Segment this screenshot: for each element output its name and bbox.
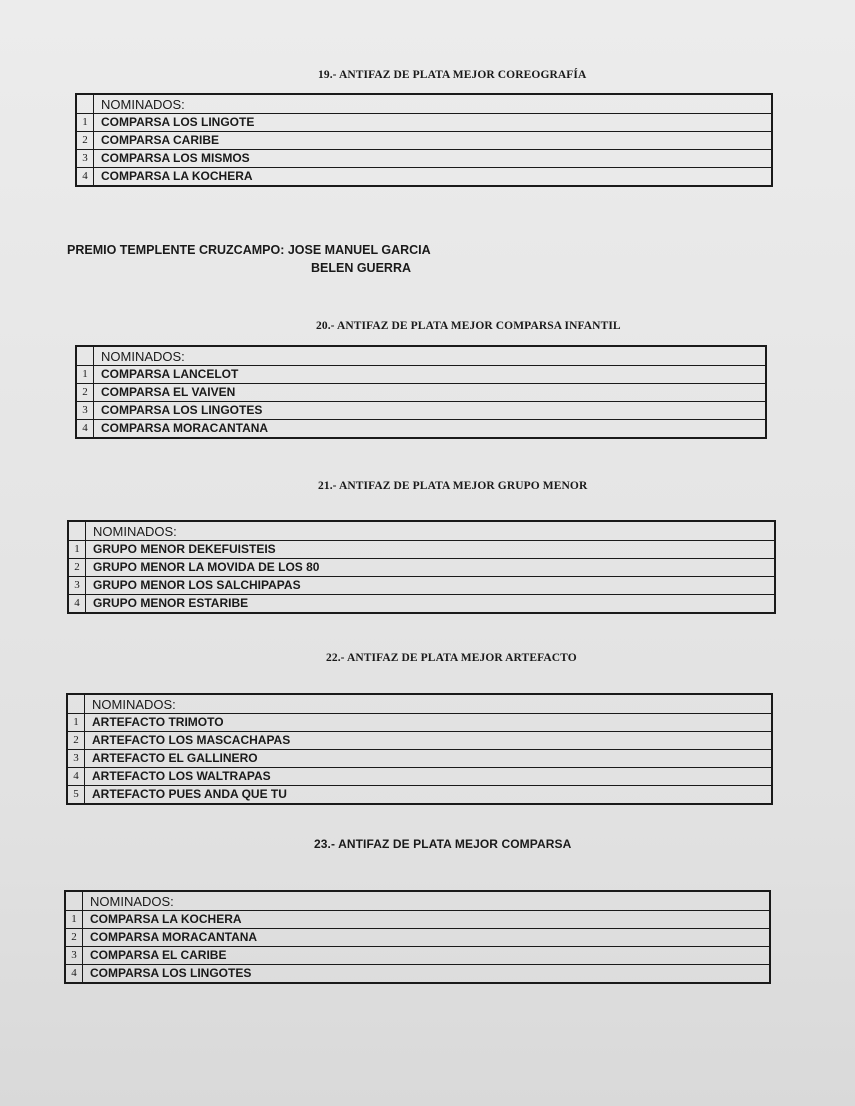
table-row xyxy=(68,595,775,614)
section-20-title: 20.- ANTIFAZ DE PLATA MEJOR COMPARSA INFANTIL xyxy=(316,320,621,332)
table-header-row xyxy=(67,694,772,714)
prize-label: PREMIO TEMPLENTE CRUZCAMPO: JOSE MANUEL GARCIA xyxy=(67,243,431,257)
row-number: 4 xyxy=(76,168,94,187)
table-row xyxy=(65,947,770,965)
table-row xyxy=(76,402,766,420)
table-row xyxy=(76,132,772,150)
header-num-cell xyxy=(76,94,94,114)
section-23-title: 23.- ANTIFAZ DE PLATA MEJOR COMPARSA xyxy=(314,837,572,851)
table-row xyxy=(68,577,775,595)
nominee-name: ARTEFACTO PUES ANDA QUE TU xyxy=(85,786,773,805)
row-number: 2 xyxy=(76,132,94,150)
table-row xyxy=(76,420,766,439)
nominees-header: NOMINADOS: xyxy=(85,694,773,714)
table-row xyxy=(67,732,772,750)
nominees-header: NOMINADOS: xyxy=(83,891,771,911)
table-row xyxy=(68,541,775,559)
nominee-name: COMPARSA LOS LINGOTES xyxy=(94,402,767,420)
table-row xyxy=(76,114,772,132)
nominee-name: ARTEFACTO LOS WALTRAPAS xyxy=(85,768,773,786)
row-number: 3 xyxy=(68,577,86,595)
nominees-header: NOMINADOS: xyxy=(94,94,773,114)
table-header-row xyxy=(76,94,772,114)
nominee-name: GRUPO MENOR DEKEFUISTEIS xyxy=(86,541,776,559)
row-number: 1 xyxy=(67,714,85,732)
nominee-name: COMPARSA LOS LINGOTES xyxy=(83,965,771,984)
row-number: 4 xyxy=(68,595,86,614)
nominee-name: COMPARSA LOS LINGOTE xyxy=(94,114,773,132)
nominee-name: COMPARSA LANCELOT xyxy=(94,366,767,384)
table-row xyxy=(67,786,772,805)
nominee-name: GRUPO MENOR LA MOVIDA DE LOS 80 xyxy=(86,559,776,577)
row-number: 1 xyxy=(76,114,94,132)
nominee-name: GRUPO MENOR LOS SALCHIPAPAS xyxy=(86,577,776,595)
row-number: 1 xyxy=(68,541,86,559)
nominees-table-20 xyxy=(75,345,767,439)
table-header-row xyxy=(65,891,770,911)
nominee-name: ARTEFACTO EL GALLINERO xyxy=(85,750,773,768)
nominee-name: COMPARSA MORACANTANA xyxy=(83,929,771,947)
header-num-cell xyxy=(65,891,83,911)
nominee-name: COMPARSA EL CARIBE xyxy=(83,947,771,965)
row-number: 4 xyxy=(67,768,85,786)
row-number: 3 xyxy=(65,947,83,965)
header-num-cell xyxy=(68,521,86,541)
section-21-title: 21.- ANTIFAZ DE PLATA MEJOR GRUPO MENOR xyxy=(318,480,588,492)
nominee-name: COMPARSA EL VAIVEN xyxy=(94,384,767,402)
table-row xyxy=(65,929,770,947)
header-num-cell xyxy=(76,346,94,366)
nominees-header: NOMINADOS: xyxy=(94,346,767,366)
row-number: 4 xyxy=(65,965,83,984)
nominee-name: COMPARSA LA KOCHERA xyxy=(83,911,771,929)
row-number: 1 xyxy=(76,366,94,384)
nominee-name: ARTEFACTO LOS MASCACHAPAS xyxy=(85,732,773,750)
section-22-title: 22.- ANTIFAZ DE PLATA MEJOR ARTEFACTO xyxy=(326,652,577,664)
table-row xyxy=(67,768,772,786)
table-header-row xyxy=(68,521,775,541)
nominee-name: COMPARSA CARIBE xyxy=(94,132,773,150)
table-row xyxy=(65,965,770,984)
table-row xyxy=(76,150,772,168)
row-number: 2 xyxy=(76,384,94,402)
prize-second-line: BELEN GUERRA xyxy=(311,261,412,275)
row-number: 5 xyxy=(67,786,85,805)
nominees-table-23 xyxy=(64,890,771,984)
nominees-table-19 xyxy=(75,93,773,187)
nominee-name: COMPARSA LA KOCHERA xyxy=(94,168,773,187)
row-number: 1 xyxy=(65,911,83,929)
row-number: 3 xyxy=(67,750,85,768)
nominees-header: NOMINADOS: xyxy=(86,521,776,541)
table-row xyxy=(76,366,766,384)
row-number: 2 xyxy=(67,732,85,750)
nominee-name: GRUPO MENOR ESTARIBE xyxy=(86,595,776,614)
table-row xyxy=(65,911,770,929)
row-number: 2 xyxy=(68,559,86,577)
table-row xyxy=(67,750,772,768)
table-header-row xyxy=(76,346,766,366)
table-row xyxy=(76,168,772,187)
row-number: 3 xyxy=(76,150,94,168)
row-number: 3 xyxy=(76,402,94,420)
section-19-title: 19.- ANTIFAZ DE PLATA MEJOR COREOGRAFÍA xyxy=(318,69,587,81)
nominee-name: COMPARSA MORACANTANA xyxy=(94,420,767,439)
nominee-name: COMPARSA LOS MISMOS xyxy=(94,150,773,168)
nominees-table-22 xyxy=(66,693,773,805)
row-number: 4 xyxy=(76,420,94,439)
table-row xyxy=(76,384,766,402)
nominee-name: ARTEFACTO TRIMOTO xyxy=(85,714,773,732)
table-row xyxy=(67,714,772,732)
table-row xyxy=(68,559,775,577)
nominees-table-21 xyxy=(67,520,776,614)
header-num-cell xyxy=(67,694,85,714)
row-number: 2 xyxy=(65,929,83,947)
